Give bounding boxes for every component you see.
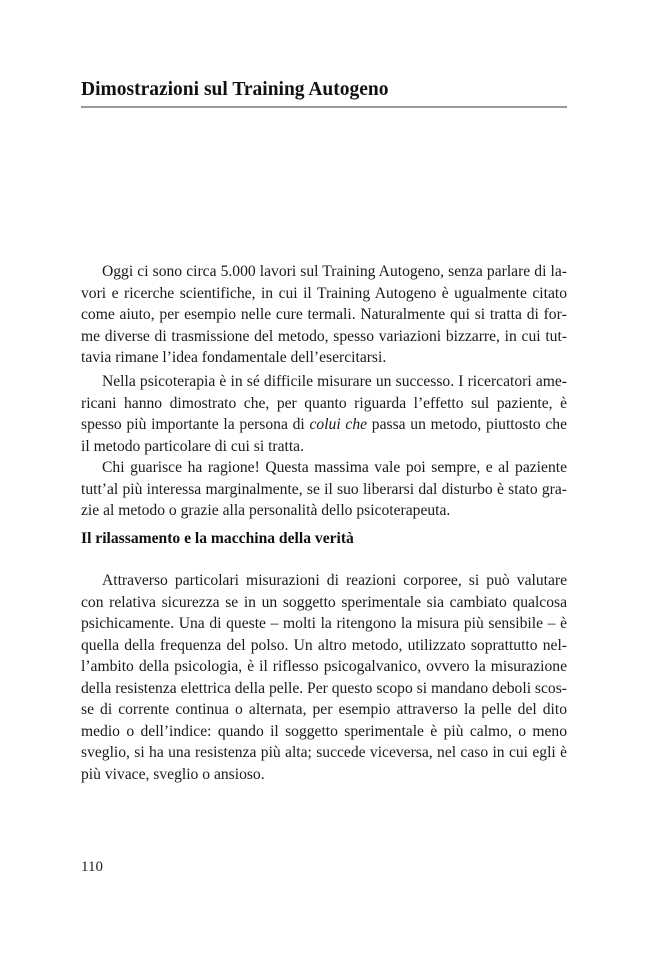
paragraph-text: Nella psicoterapia è in sé difficile misurare un successo. I ricercatori americani hanno dimostrato che, per quanto riguarda l’effetto sul paziente, è spesso più importante la persona di (81, 373, 567, 433)
psychotherapy-text-block (81, 371, 567, 522)
paragraph-healing-maxim: Chi guarisce ha ragione! Questa massima vale poi sempre, e al paziente tutt’al più interessa marginalmente, se il suo liberarsi dal disturbo è stato grazie al metodo o grazie alla personalità dello psicoterapeuta. (81, 459, 567, 519)
intro-text-block (81, 261, 567, 369)
page-title: Dimostrazioni sul Training Autogeno (81, 79, 389, 100)
relaxation-text-block (81, 570, 567, 785)
page-number: 110 (81, 859, 103, 875)
running-header (81, 78, 567, 108)
paragraph-intro: Oggi ci sono circa 5.000 lavori sul Training Autogeno, senza parlare di lavori e ricerche scientifiche, in cui il Training Autogeno è ugualmente citato come aiuto, per esempio nelle cure termali. Naturalmente qui si tratta di forme diverse di trasmissione del metodo, spesso variazioni bizzarre, in cui tuttavia rimane l’idea fondamentale dell’esercitarsi. (81, 263, 567, 366)
paragraph-measurements: Attraverso particolari misurazioni di reazioni corporee, si può valutare con relativa sicurezza se in un soggetto sperimentale sia cambiato qualcosa psichicamente. Una di queste – molti la ritengono la misura più sensibile – è quella della frequenza del polso. Un altro metodo, utilizzato soprattutto nell’ambito della psicologia, è il riflesso psicogalvanico, ovvero la misurazione della resistenza elettrica della pelle. Per questo scopo si mandano deboli scosse di corrente continua o alternata, per esempio attraverso la pelle del dito medio o dell’indice: quando il soggetto sperimentale è più calmo, o meno sveglio, si ha una resistenza più alta; succede viceversa, nel caso in cui egli è più vivace, sveglio o ansioso. (81, 572, 567, 783)
paragraph-text: passa un metodo, piuttosto che il metodo particolare di cui si tratta. (81, 416, 568, 455)
paragraph-psychotherapy (81, 371, 567, 457)
header-rule-divider (81, 106, 567, 108)
section-heading: Il rilassamento e la macchina della verità (81, 530, 354, 547)
italic-emphasis: colui che (309, 416, 368, 433)
